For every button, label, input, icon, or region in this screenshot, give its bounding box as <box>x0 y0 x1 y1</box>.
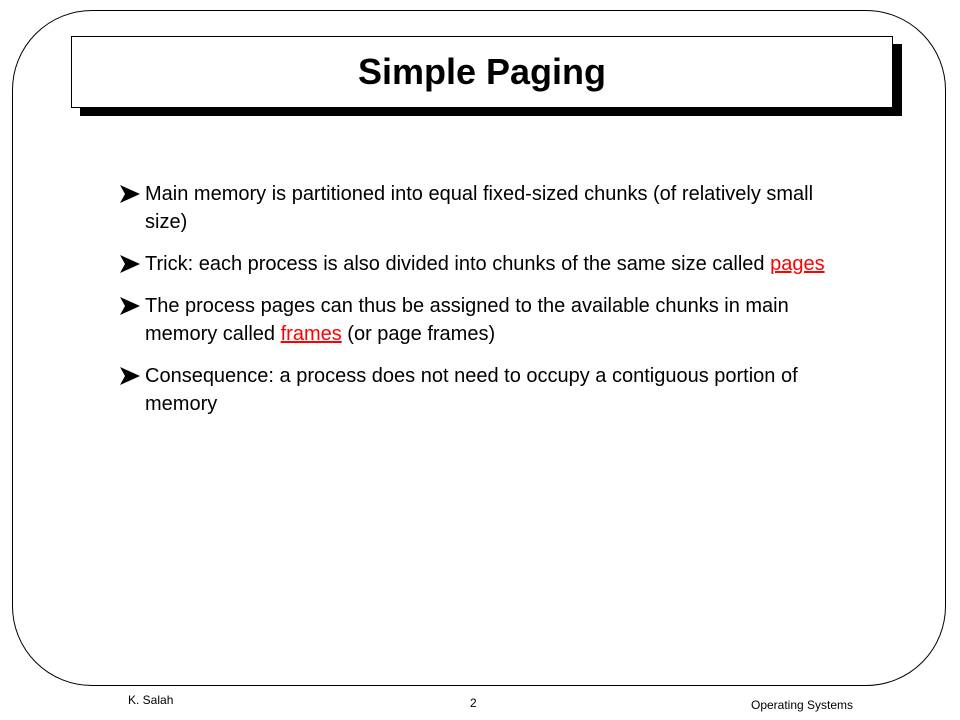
bullet-text: Consequence: a process does not need to occupy a contiguous portion of memory <box>145 365 798 415</box>
footer-course: Operating Systems <box>751 698 854 712</box>
bullet-text: Main memory is partitioned into equal fixed-sized chunks (of relatively small size) <box>145 183 814 233</box>
highlighted-term-pages: pages <box>770 253 825 275</box>
bullet-item <box>118 362 838 418</box>
arrowhead-bullet-icon <box>118 182 142 206</box>
bullet-list <box>118 180 838 432</box>
arrowhead-bullet-icon <box>118 252 142 276</box>
highlighted-term-frames: frames <box>280 323 342 345</box>
arrowhead-bullet-icon <box>118 364 142 388</box>
bullet-text: (or page frames) <box>341 323 496 345</box>
footer-author: K. Salah <box>128 693 174 707</box>
bullet-text: Trick: each process is also divided into chunks of the same size called <box>145 253 771 275</box>
slide-title: Simple Paging <box>357 51 607 92</box>
bullet-item <box>118 292 838 348</box>
bullet-text: The process pages can thus be assigned to the available chunks in main memory called <box>145 295 789 345</box>
footer-page-number: 2 <box>470 696 477 710</box>
title-box <box>71 36 893 108</box>
bullet-item <box>118 180 838 236</box>
bullet-item <box>118 250 838 278</box>
arrowhead-bullet-icon <box>118 294 142 318</box>
